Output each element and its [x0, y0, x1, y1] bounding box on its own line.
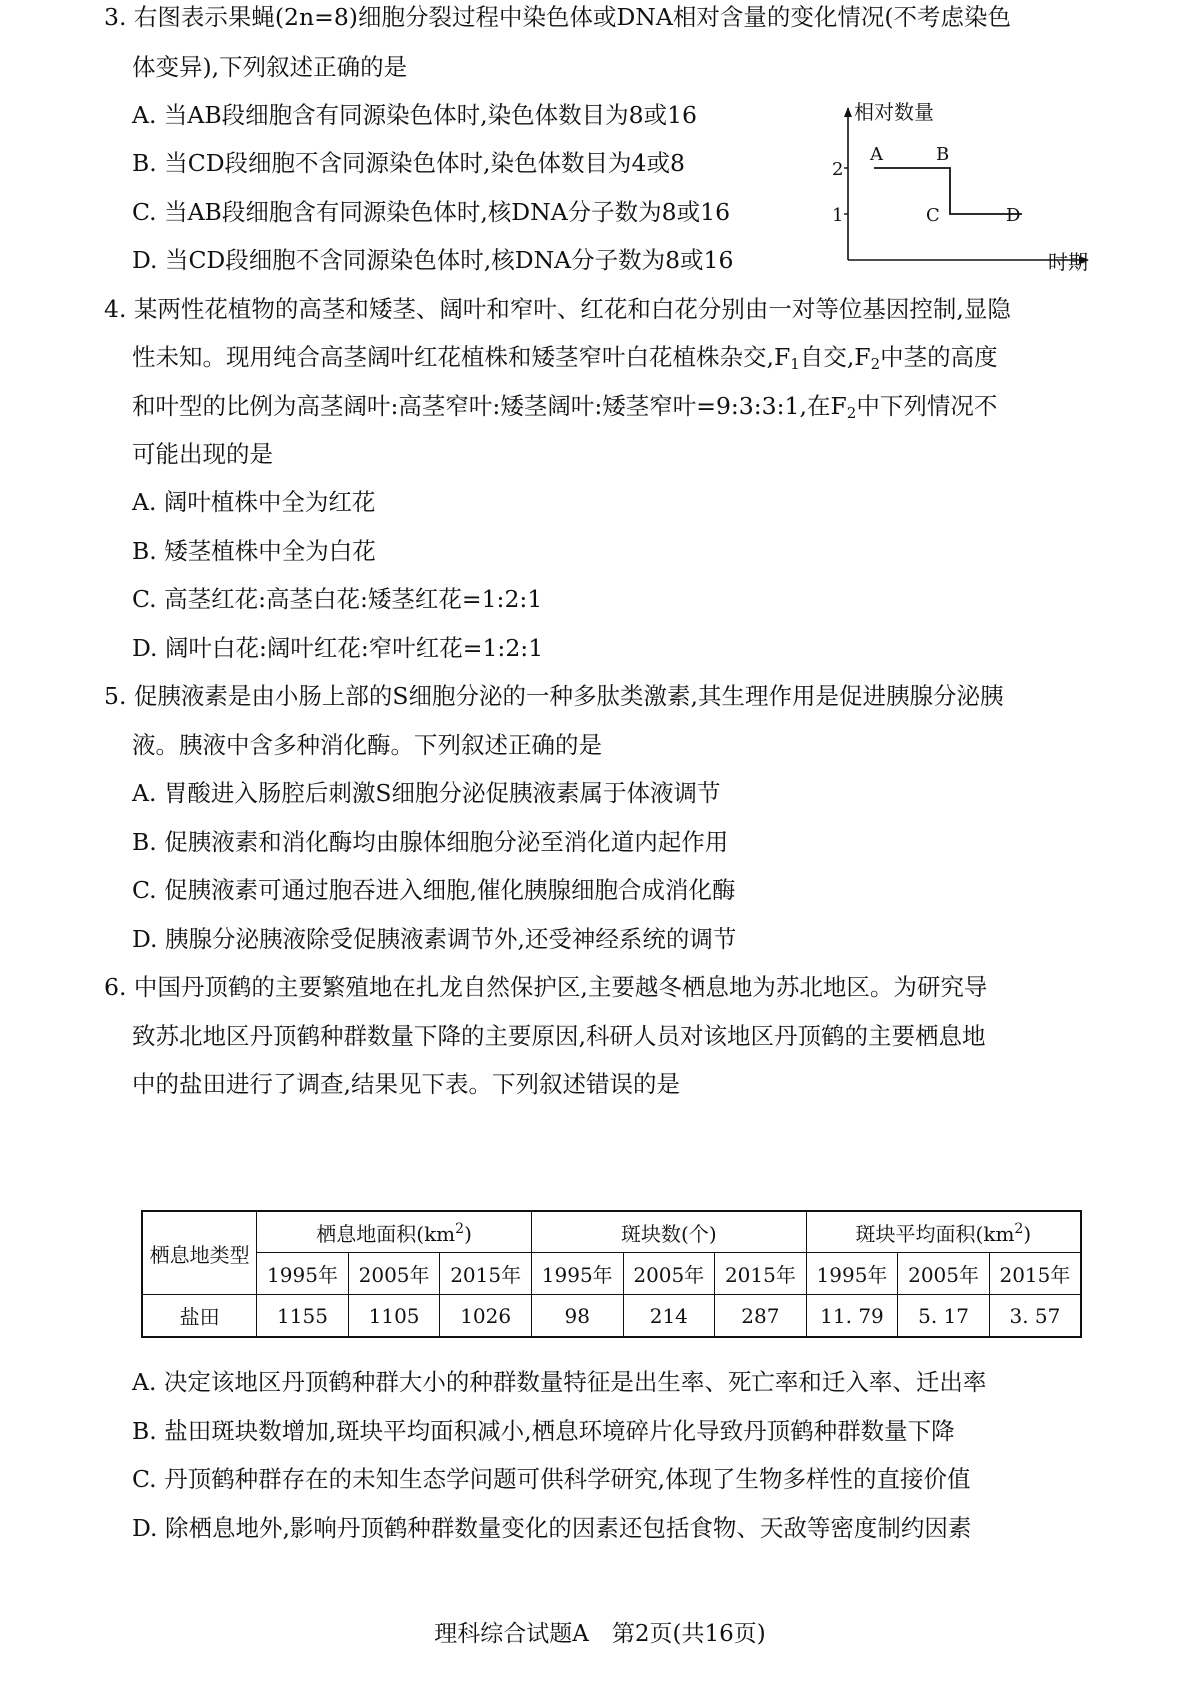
- q4-line2-part-c: 中茎的高度: [880, 343, 998, 371]
- q6-option-d: D. 除栖息地外,影响丹顶鹤种群数量变化的因素还包括食物、天敌等密度制约因素: [132, 1514, 972, 1542]
- table-header-row-2: [142, 1253, 1081, 1295]
- header-habitat-area: [257, 1211, 532, 1253]
- header-habitat-type: 栖息地类型: [142, 1211, 257, 1295]
- q4-option-d: D. 阔叶白花:阔叶红花:窄叶红花=1:2:1: [132, 634, 544, 662]
- habitat-table: [141, 1210, 1082, 1338]
- q5-option-d: D. 胰腺分泌胰液除受促胰液素调节外,还受神经系统的调节: [132, 925, 737, 953]
- point-label-c: C: [926, 205, 940, 226]
- q4-subscript-f1: 1: [790, 355, 800, 373]
- q4-line3-part-a: 和叶型的比例为高茎阔叶:高茎窄叶:矮茎阔叶:矮茎窄叶=9:3:3:1,在F: [132, 392, 847, 420]
- year-cell: 2005年: [623, 1253, 715, 1295]
- q4-stem-line2: [132, 342, 998, 372]
- year-cell: 2015年: [989, 1253, 1081, 1295]
- table-cell: 1026: [440, 1295, 532, 1338]
- q6-option-b: B. 盐田斑块数增加,斑块平均面积减小,栖息环境碎片化导致丹顶鹤种群数量下降: [132, 1417, 955, 1445]
- header-habitat-area-sup: 2: [455, 1220, 465, 1237]
- point-label-d: D: [1006, 205, 1021, 226]
- q4-subscript-f2b: 2: [846, 404, 857, 422]
- q4-option-c: C. 高茎红花:高茎白花:矮茎红花=1:2:1: [132, 585, 543, 613]
- table-cell: 3. 57: [989, 1295, 1081, 1338]
- header-patch-avg-area-close: ): [1023, 1221, 1032, 1246]
- header-patch-avg-area-sup: 2: [1014, 1220, 1024, 1237]
- year-cell: 1995年: [531, 1253, 623, 1295]
- q3-option-c: C. 当AB段细胞含有同源染色体时,核DNA分子数为8或16: [132, 198, 731, 226]
- q4-option-b: B. 矮茎植株中全为白花: [132, 537, 376, 565]
- q6-option-c: C. 丹顶鹤种群存在的未知生态学问题可供科学研究,体现了生物多样性的直接价值: [132, 1465, 971, 1493]
- q5-option-c: C. 促胰液素可通过胞吞进入细胞,催化胰腺细胞合成消化酶: [132, 876, 736, 904]
- x-axis-label: 时期: [1048, 250, 1088, 274]
- q4-option-a: A. 阔叶植株中全为红花: [132, 488, 376, 516]
- table-cell: 11. 79: [806, 1295, 898, 1338]
- q6-option-a: A. 决定该地区丹顶鹤种群大小的种群数量特征是出生率、死亡率和迁入率、迁出率: [132, 1368, 987, 1396]
- q6-stem-line1: 6. 中国丹顶鹤的主要繁殖地在扎龙自然保护区,主要越冬栖息地为苏北地区。为研究导: [104, 973, 988, 1001]
- q5-option-a: A. 胃酸进入肠腔后刺激S细胞分泌促胰液素属于体液调节: [132, 779, 721, 807]
- q3-option-b: B. 当CD段细胞不含同源染色体时,染色体数目为4或8: [132, 149, 685, 177]
- year-cell: 2005年: [898, 1253, 990, 1295]
- q4-line3-part-b: 中下列情况不: [856, 392, 998, 420]
- q4-subscript-f2: 2: [870, 355, 881, 373]
- header-habitat-area-text: 栖息地面积(km: [316, 1221, 456, 1246]
- q3-option-a: A. 当AB段细胞含有同源染色体时,染色体数目为8或16: [132, 101, 697, 129]
- q3-stem-line2: 体变异),下列叙述正确的是: [132, 53, 408, 81]
- page-footer: 理科综合试题A 第2页(共16页): [434, 1621, 766, 1647]
- point-label-b: B: [936, 144, 950, 165]
- year-cell: 2015年: [715, 1253, 807, 1295]
- y-axis-label: 相对数量: [854, 100, 934, 124]
- table-row: [142, 1295, 1081, 1338]
- year-cell: 1995年: [806, 1253, 898, 1295]
- q6-stem-line2: 致苏北地区丹顶鹤种群数量下降的主要原因,科研人员对该地区丹顶鹤的主要栖息地: [132, 1022, 986, 1050]
- q4-stem-line4: 可能出现的是: [132, 440, 273, 468]
- header-patch-avg-area-text: 斑块平均面积(km: [855, 1221, 1015, 1246]
- year-cell: 1995年: [257, 1253, 349, 1295]
- header-patch-avg-area: [806, 1211, 1081, 1253]
- table-cell: 1105: [348, 1295, 440, 1338]
- year-cell: 2005年: [348, 1253, 440, 1295]
- year-cell: 2015年: [440, 1253, 532, 1295]
- q6-stem-line3: 中的盐田进行了调查,结果见下表。下列叙述错误的是: [132, 1070, 680, 1098]
- q3-line-chart: [810, 100, 1100, 280]
- q4-line2-part-a: 性未知。现用纯合高茎阔叶红花植株和矮茎窄叶白花植株杂交,F: [132, 343, 791, 371]
- q4-stem-line1: 4. 某两性花植物的高茎和矮茎、阔叶和窄叶、红花和白花分别由一对等位基因控制,显隐: [104, 295, 1011, 323]
- header-patch-count: 斑块数(个): [531, 1211, 806, 1253]
- table-cell: 1155: [257, 1295, 349, 1338]
- q4-stem-line3: [132, 391, 997, 421]
- q5-option-b: B. 促胰液素和消化酶均由腺体细胞分泌至消化道内起作用: [132, 828, 729, 856]
- q3-option-d: D. 当CD段细胞不含同源染色体时,核DNA分子数为8或16: [132, 246, 734, 274]
- table-cell: 5. 17: [898, 1295, 990, 1338]
- point-label-a: A: [870, 144, 883, 165]
- header-habitat-area-close: ): [464, 1221, 472, 1246]
- q3-stem-line1: 3. 右图表示果蝇(2n=8)细胞分裂过程中染色体或DNA相对含量的变化情况(不考虑染色: [104, 3, 1011, 31]
- y-tick-label-1: 1: [832, 205, 844, 226]
- q4-line2-part-b: 自交,F: [799, 343, 871, 371]
- table-cell: 214: [623, 1295, 715, 1338]
- q5-stem-line1: 5. 促胰液素是由小肠上部的S细胞分泌的一种多肽类激素,其生理作用是促进胰腺分泌胰: [104, 682, 1004, 710]
- q5-stem-line2: 液。胰液中含多种消化酶。下列叙述正确的是: [132, 731, 602, 759]
- table-cell: 98: [531, 1295, 623, 1338]
- row-label-salt-field: 盐田: [142, 1295, 257, 1338]
- table-header-row-1: [142, 1211, 1081, 1253]
- table-cell: 287: [715, 1295, 807, 1338]
- series-line: [874, 168, 1022, 214]
- y-tick-label-2: 2: [832, 159, 844, 180]
